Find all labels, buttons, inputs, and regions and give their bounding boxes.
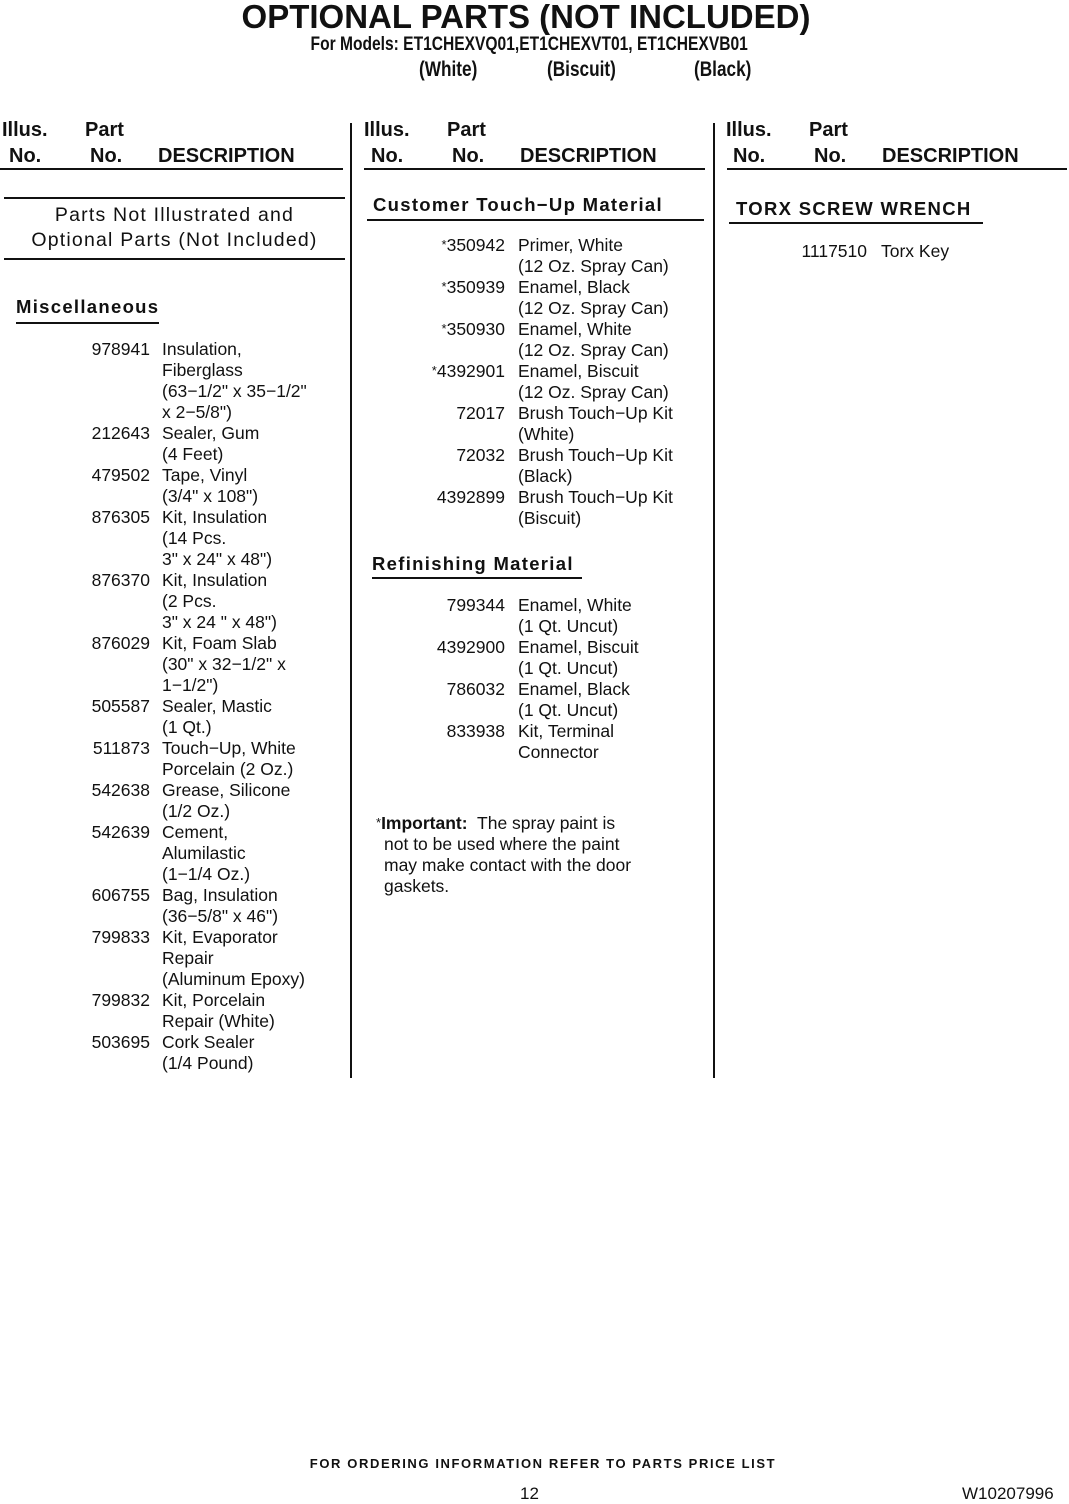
illus-label: Illus. xyxy=(364,119,410,141)
part-number-value: 876029 xyxy=(91,633,150,653)
part-number xyxy=(0,339,150,423)
part-number-value: 503695 xyxy=(91,1032,150,1052)
note-line: may make contact with the door xyxy=(384,855,632,875)
part-description: Bag, Insulation (36−5/8" x 46") xyxy=(162,885,279,926)
part-number xyxy=(0,423,150,465)
part-description: Primer, White (12 Oz. Spray Can) xyxy=(518,235,669,276)
ordering-info: FOR ORDERING INFORMATION REFER TO PARTS PRICE LIST xyxy=(309,1456,777,1471)
part-number xyxy=(720,241,867,262)
part-description: Enamel, White (12 Oz. Spray Can) xyxy=(518,319,669,360)
part-number-value: 542639 xyxy=(91,822,150,842)
part-description: Enamel, Black (12 Oz. Spray Can) xyxy=(518,277,669,318)
part-number-value: 978941 xyxy=(91,339,150,359)
part-number xyxy=(0,1032,150,1074)
part-row xyxy=(360,235,710,277)
asterisk-mark: * xyxy=(441,279,447,294)
part-number-value: 212643 xyxy=(91,423,150,443)
part-number xyxy=(360,487,505,529)
part-description: Kit, Insulation (14 Pcs. 3" x 24" x 48") xyxy=(162,507,273,569)
illus-label: Illus. xyxy=(726,119,772,141)
note-asterisk: * xyxy=(376,815,382,830)
part-row xyxy=(360,637,710,679)
part-number-value: 542638 xyxy=(91,780,150,800)
illus-no-label: No. xyxy=(9,145,42,167)
part-row xyxy=(0,927,345,990)
part-number-value: 505587 xyxy=(91,696,150,716)
part-row xyxy=(360,277,710,319)
column-divider xyxy=(713,123,715,1078)
part-label: Part xyxy=(809,119,848,141)
illus-label: Illus. xyxy=(2,119,48,141)
part-description: Kit, Insulation (2 Pcs. 3" x 24 " x 48") xyxy=(162,570,277,632)
part-number-value: 876370 xyxy=(91,570,150,590)
part-description: Grease, Silicone (1/2 Oz.) xyxy=(162,780,291,821)
column-divider xyxy=(350,123,352,1078)
part-row xyxy=(360,445,710,487)
part-number xyxy=(360,679,505,721)
part-description: Brush Touch−Up Kit (Black) xyxy=(518,445,673,486)
part-description: Kit, Evaporator Repair (Aluminum Epoxy) xyxy=(162,927,305,989)
part-row xyxy=(0,339,345,423)
part-row xyxy=(0,570,345,633)
section-underline xyxy=(367,219,704,221)
part-no-label: No. xyxy=(452,145,485,167)
part-number-value: 833938 xyxy=(446,721,505,741)
part-number-value: 350930 xyxy=(446,319,505,339)
part-number-value: 606755 xyxy=(91,885,150,905)
part-row xyxy=(360,595,710,637)
part-description: Enamel, Biscuit (1 Qt. Uncut) xyxy=(518,637,639,678)
note-text: The spray paint is xyxy=(477,813,616,833)
part-number-value: 799833 xyxy=(91,927,150,947)
description-label: DESCRIPTION xyxy=(158,145,295,167)
variant-white: (White) xyxy=(419,58,478,81)
part-number-value: 479502 xyxy=(91,465,150,485)
part-number xyxy=(0,633,150,696)
part-description: Brush Touch−Up Kit (Biscuit) xyxy=(518,487,673,528)
part-number xyxy=(360,319,505,361)
description-label: DESCRIPTION xyxy=(882,145,1019,167)
section-refinishing: Refinishing Material xyxy=(372,553,574,574)
part-row xyxy=(360,403,710,445)
asterisk-mark: * xyxy=(441,237,447,252)
part-row xyxy=(360,361,710,403)
part-number xyxy=(0,738,150,780)
variant-black: (Black) xyxy=(694,58,752,81)
box-top-rule xyxy=(4,197,345,199)
part-number xyxy=(360,361,505,403)
part-row xyxy=(0,633,345,696)
part-number xyxy=(360,721,505,763)
box-line-1: Parts Not Illustrated and xyxy=(54,204,295,226)
part-number xyxy=(0,507,150,570)
part-number xyxy=(0,822,150,885)
part-number xyxy=(0,927,150,990)
part-description: Sealer, Gum (4 Feet) xyxy=(162,423,260,464)
part-row xyxy=(0,507,345,570)
part-description: Cement, Alumilastic (1−1/4 Oz.) xyxy=(162,822,251,884)
section-underline xyxy=(729,222,983,224)
touch-up-parts-list xyxy=(360,235,710,529)
part-no-label: No. xyxy=(90,145,123,167)
torx-parts-list xyxy=(720,241,1065,262)
variant-biscuit: (Biscuit) xyxy=(547,58,616,81)
description-label: DESCRIPTION xyxy=(520,145,657,167)
page-title: OPTIONAL PARTS (NOT INCLUDED) xyxy=(241,0,811,35)
part-description: Sealer, Mastic (1 Qt.) xyxy=(162,696,272,737)
part-no-label: No. xyxy=(814,145,847,167)
part-number xyxy=(360,277,505,319)
part-number xyxy=(0,990,150,1032)
asterisk-mark: * xyxy=(431,363,437,378)
part-number xyxy=(360,403,505,445)
part-row xyxy=(0,423,345,465)
part-description: Enamel, White (1 Qt. Uncut) xyxy=(518,595,632,636)
important-note xyxy=(376,813,706,897)
header-rule xyxy=(364,168,705,170)
part-description: Kit, Terminal Connector xyxy=(518,721,614,762)
part-number xyxy=(360,235,505,277)
section-touch-up: Customer Touch−Up Material xyxy=(373,194,663,215)
part-description: Kit, Porcelain Repair (White) xyxy=(162,990,275,1031)
document-number: W10207996 xyxy=(962,1484,1054,1503)
part-number xyxy=(360,637,505,679)
section-torx: TORX SCREW WRENCH xyxy=(736,198,972,219)
part-row xyxy=(360,679,710,721)
part-number xyxy=(360,595,505,637)
asterisk-mark: * xyxy=(441,321,447,336)
part-number-value: 72032 xyxy=(456,445,505,465)
part-row xyxy=(720,241,1065,262)
part-row xyxy=(0,738,345,780)
part-description: Enamel, Biscuit (12 Oz. Spray Can) xyxy=(518,361,669,402)
header-rule xyxy=(727,168,1067,170)
part-number-value: 799832 xyxy=(91,990,150,1010)
part-number xyxy=(360,445,505,487)
part-description: Brush Touch−Up Kit (White) xyxy=(518,403,673,444)
section-underline xyxy=(16,322,159,324)
note-line: gaskets. xyxy=(384,876,450,896)
part-description: Tape, Vinyl (3/4" x 108") xyxy=(162,465,259,506)
part-description: Cork Sealer (1/4 Pound) xyxy=(162,1032,255,1073)
section-underline xyxy=(372,577,582,579)
page-number: 12 xyxy=(520,1484,539,1503)
part-number-value: 350939 xyxy=(446,277,505,297)
part-row xyxy=(0,822,345,885)
part-number xyxy=(0,696,150,738)
part-number-value: 511873 xyxy=(92,738,150,758)
models-subtitle: For Models: ET1CHEXVQ01,ET1CHEXVT01, ET1CHEXVB01 xyxy=(310,34,748,55)
not-illustrated-box xyxy=(4,203,345,253)
part-description: Kit, Foam Slab (30" x 32−1/2" x 1−1/2") xyxy=(162,633,286,695)
part-number-value: 876305 xyxy=(91,507,150,527)
part-number xyxy=(0,885,150,927)
part-number-value: 4392899 xyxy=(436,487,505,507)
part-number-value: 799344 xyxy=(446,595,505,615)
part-row xyxy=(360,721,710,763)
part-description: Enamel, Black (1 Qt. Uncut) xyxy=(518,679,630,720)
illus-no-label: No. xyxy=(371,145,404,167)
part-row xyxy=(0,696,345,738)
part-row xyxy=(0,1032,345,1074)
part-number xyxy=(0,780,150,822)
part-label: Part xyxy=(85,119,124,141)
misc-parts-list xyxy=(0,339,345,1074)
part-number-value: 786032 xyxy=(446,679,505,699)
part-number-value: 350942 xyxy=(446,235,505,255)
part-number-value: 4392900 xyxy=(436,637,505,657)
part-number-value: 1117510 xyxy=(801,241,867,261)
box-bottom-rule xyxy=(4,258,345,260)
illus-no-label: No. xyxy=(733,145,766,167)
note-line: not to be used where the paint xyxy=(384,834,620,854)
part-number xyxy=(0,465,150,507)
part-label: Part xyxy=(447,119,486,141)
part-row xyxy=(0,780,345,822)
part-description: Insulation, Fiberglass (63−1/2" x 35−1/2" x 2−5/8") xyxy=(162,339,307,422)
note-label: Important: xyxy=(381,813,468,833)
part-row xyxy=(0,990,345,1032)
part-description: Touch−Up, White Porcelain (2 Oz.) xyxy=(162,738,296,779)
header-rule xyxy=(0,168,343,170)
part-row xyxy=(0,465,345,507)
part-row xyxy=(360,487,710,529)
refinishing-parts-list xyxy=(360,595,710,763)
section-miscellaneous: Miscellaneous xyxy=(16,296,160,317)
part-row xyxy=(360,319,710,361)
part-number xyxy=(0,570,150,633)
part-number-value: 72017 xyxy=(456,403,505,423)
part-number-value: 4392901 xyxy=(436,361,505,381)
part-description: Torx Key xyxy=(881,241,950,261)
box-line-2: Optional Parts (Not Included) xyxy=(31,229,318,251)
part-row xyxy=(0,885,345,927)
